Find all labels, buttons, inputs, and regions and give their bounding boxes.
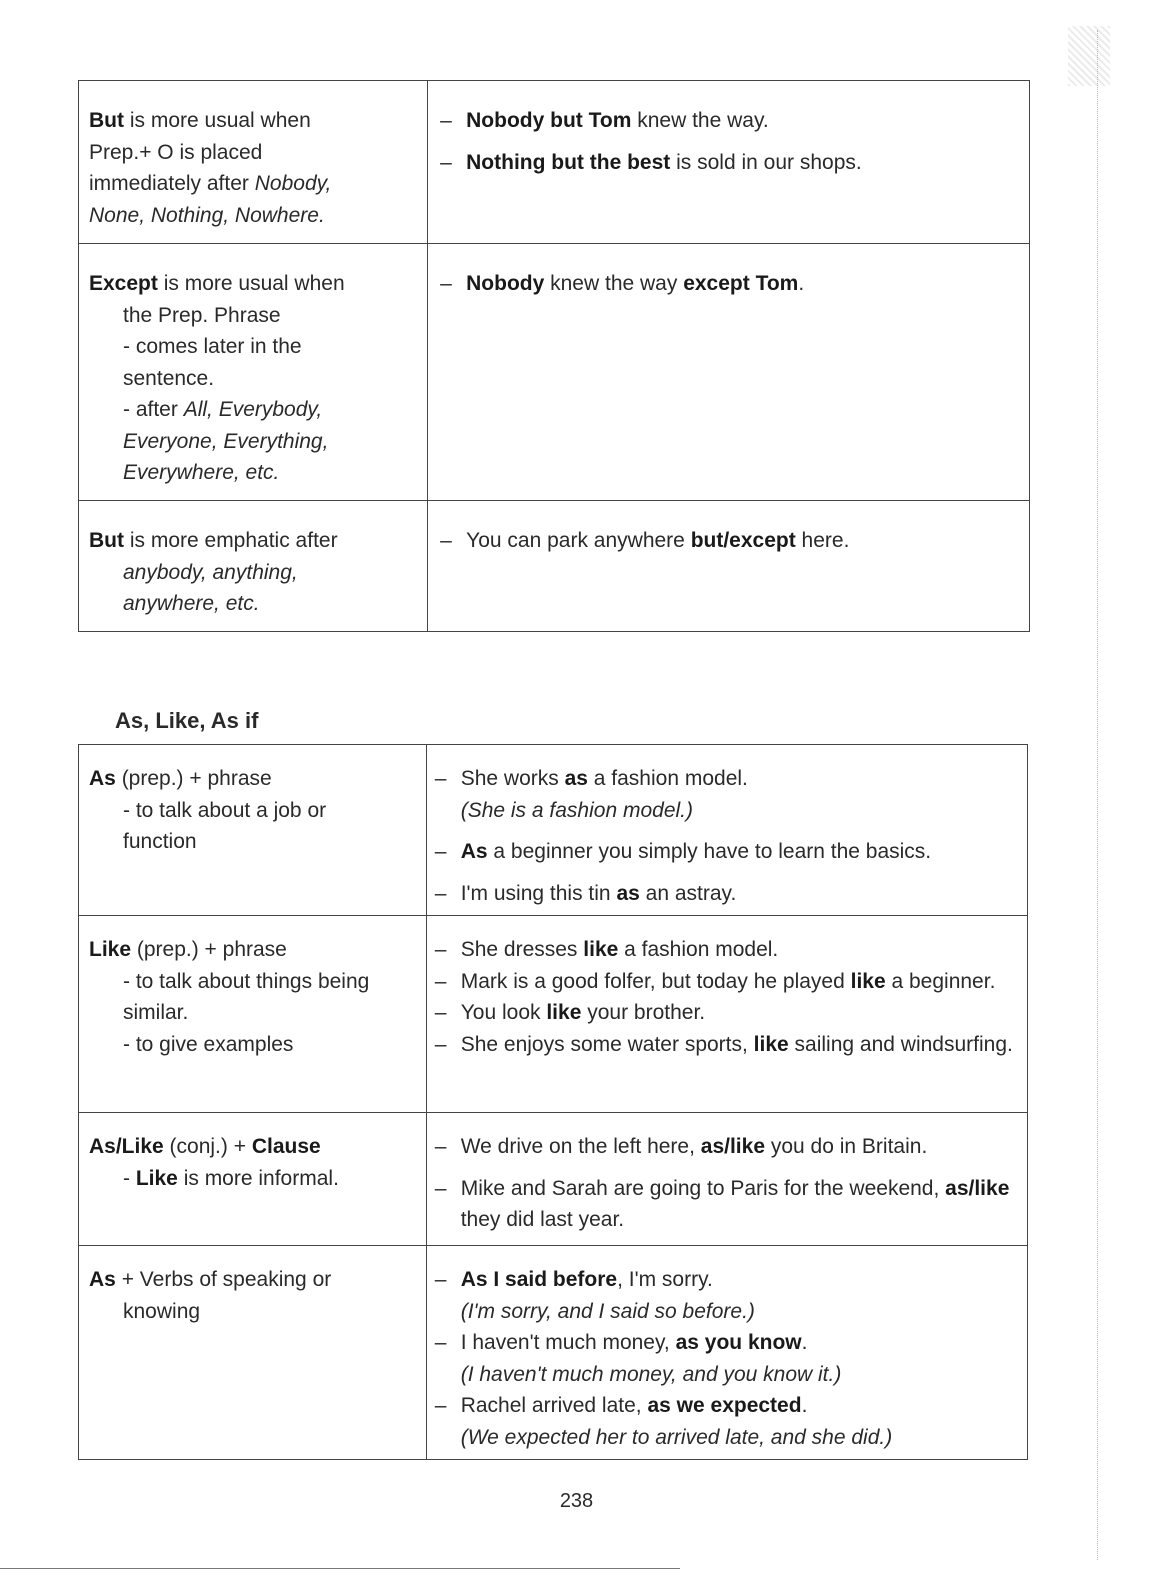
- example-text: you do in Britain.: [765, 1135, 928, 1158]
- dash: –: [434, 1001, 447, 1024]
- dash: –: [434, 1032, 447, 1056]
- rule-keyword: As: [89, 1268, 116, 1291]
- example-line: [440, 268, 1021, 300]
- dash: –: [434, 840, 447, 863]
- example-line: [440, 147, 1021, 179]
- example-line: [435, 763, 1019, 795]
- dash: –: [440, 529, 452, 552]
- table-row: [79, 1246, 1028, 1460]
- example-text: I'm using this tin: [460, 881, 617, 905]
- examples-cell: [426, 1246, 1027, 1460]
- table-row: [79, 244, 1030, 501]
- example-line: [435, 878, 1019, 910]
- rule-cell: [79, 244, 428, 501]
- example-text: We drive on the left here,: [460, 1135, 701, 1158]
- rule-italic: anywhere, etc.: [123, 592, 260, 615]
- as-like-table: [78, 744, 1028, 1460]
- example-line: [435, 997, 1019, 1029]
- page-edge: [1097, 30, 1108, 1560]
- rule-keyword: But: [89, 109, 124, 132]
- example-note: (I haven't much money, and you know it.): [460, 1362, 842, 1386]
- dash: –: [434, 1394, 447, 1417]
- rule-text: (prep.) + phrase: [115, 767, 272, 790]
- section-title: As, Like, As if: [115, 708, 259, 733]
- rule-text: - after: [123, 398, 184, 421]
- example-text: a beginner you simply have to learn the basics.: [487, 840, 932, 863]
- example-text: sailing and windsurfing.: [788, 1032, 1013, 1056]
- dash: –: [434, 1331, 447, 1354]
- example-text: your brother.: [581, 1001, 706, 1024]
- rule-cell: [79, 1113, 427, 1246]
- rule-italic: anybody, anything,: [123, 560, 298, 584]
- example-text: knew the way: [544, 272, 684, 295]
- example-line: [435, 1327, 1019, 1359]
- rule-italic: Everyone, Everything,: [123, 429, 329, 453]
- example-keyword: like: [753, 1032, 789, 1056]
- rule-keyword: Like: [135, 1166, 178, 1190]
- rule-text: knowing: [123, 1299, 201, 1323]
- examples-cell: [428, 81, 1030, 244]
- example-line: [435, 1264, 1019, 1296]
- rule-text: - to talk about a job or: [123, 798, 327, 822]
- examples-cell: [426, 1113, 1027, 1246]
- example-text: I haven't much money,: [460, 1331, 676, 1354]
- dash: –: [434, 1135, 447, 1158]
- rule-line: [89, 394, 419, 426]
- examples-cell: [428, 244, 1030, 501]
- example-keyword: as: [564, 767, 588, 790]
- example-keyword: but/except: [690, 529, 796, 552]
- example-line: [435, 1390, 1019, 1422]
- rule-text: sentence.: [123, 366, 215, 390]
- rule-italic: Nobody,: [254, 172, 332, 195]
- rule-italic: None, Nothing, Nowhere.: [89, 203, 325, 227]
- example-text: Rachel arrived late,: [460, 1394, 648, 1417]
- example-text: You look: [460, 1001, 547, 1024]
- rule-cell: [79, 1246, 427, 1460]
- rule-italic: All, Everybody,: [183, 398, 323, 421]
- table-row: [79, 745, 1028, 916]
- example-keyword: Nobody but Tom: [466, 109, 632, 132]
- rule-text: function: [123, 830, 197, 853]
- rule-text: (conj.) +: [163, 1135, 252, 1158]
- example-keyword: like: [546, 1001, 582, 1024]
- example-line: [435, 1131, 1019, 1163]
- rule-keyword: Clause: [251, 1135, 321, 1158]
- example-text: they did last year.: [460, 1208, 625, 1231]
- rule-cell: [79, 81, 428, 244]
- bottom-rule: [0, 1568, 680, 1569]
- rule-text: + Verbs of speaking or: [115, 1268, 332, 1291]
- table-row: [79, 916, 1028, 1113]
- rule-line: [89, 1163, 418, 1195]
- rule-text: - comes later in the: [123, 335, 302, 358]
- rule-text: (prep.) + phrase: [131, 938, 287, 961]
- example-line: [435, 1029, 1019, 1061]
- example-keyword: except Tom: [683, 272, 799, 295]
- example-text: , I'm sorry.: [617, 1268, 713, 1291]
- example-keyword: Nothing but the best: [466, 150, 671, 174]
- example-text: Mike and Sarah are going to Paris for the weekend,: [460, 1176, 946, 1200]
- example-note: (I'm sorry, and I said so before.): [460, 1299, 755, 1323]
- rule-keyword: As: [89, 767, 116, 790]
- example-line: [435, 934, 1019, 966]
- example-keyword: like: [850, 969, 886, 993]
- dash: –: [440, 150, 452, 174]
- rule-text: immediately after: [89, 172, 255, 195]
- example-text: .: [798, 272, 805, 295]
- example-text: a beginner.: [885, 969, 996, 993]
- table-row: [79, 81, 1030, 244]
- example-text: here.: [795, 529, 850, 552]
- example-text: She dresses: [460, 938, 584, 961]
- rule-cell: [79, 916, 427, 1113]
- rule-keyword: Except: [89, 272, 158, 295]
- example-line: [435, 1173, 1019, 1236]
- rule-text: - to talk about things being: [123, 969, 370, 993]
- example-keyword: as you know: [675, 1331, 802, 1354]
- dash: –: [434, 1268, 447, 1291]
- rule-text: similar.: [123, 1001, 189, 1024]
- example-line: [435, 836, 1019, 868]
- example-keyword: like: [583, 938, 619, 961]
- example-text: knew the way.: [631, 109, 769, 132]
- dash: –: [434, 969, 447, 993]
- rule-text: is more usual when: [124, 109, 311, 132]
- rule-text: is more usual when: [157, 272, 345, 295]
- example-keyword: As: [460, 840, 488, 863]
- example-keyword: as we expected: [647, 1394, 802, 1417]
- rule-cell: [79, 501, 428, 632]
- examples-cell: [428, 501, 1030, 632]
- example-text: a fashion model.: [618, 938, 779, 961]
- dash: –: [434, 1176, 447, 1200]
- example-note: (She is a fashion model.): [460, 798, 693, 822]
- example-text: .: [801, 1331, 808, 1354]
- example-text: an astray.: [639, 881, 737, 905]
- table-row: [79, 1113, 1028, 1246]
- rule-cell: [79, 745, 427, 916]
- dash: –: [434, 938, 447, 961]
- dash: –: [434, 881, 447, 905]
- example-line: [440, 105, 1021, 137]
- example-text: a fashion model.: [587, 767, 748, 790]
- rule-text: -: [123, 1166, 136, 1190]
- example-keyword: Nobody: [466, 272, 545, 295]
- table-row: [79, 501, 1030, 632]
- example-keyword: As I said before: [460, 1268, 618, 1291]
- examples-cell: [426, 916, 1027, 1113]
- example-text: Mark is a good folfer, but today he played: [460, 969, 851, 993]
- example-keyword: as/like: [700, 1135, 766, 1158]
- example-text: She works: [460, 767, 565, 790]
- example-note: (We expected her to arrived late, and she did.): [460, 1425, 893, 1449]
- example-text: is sold in our shops.: [670, 150, 862, 174]
- examples-cell: [426, 745, 1027, 916]
- rule-text: Prep.+ O is placed: [89, 140, 263, 164]
- example-text: .: [801, 1394, 808, 1417]
- example-keyword: as/like: [945, 1176, 1010, 1200]
- rule-italic: Everywhere, etc.: [123, 461, 280, 484]
- rule-keyword: Like: [89, 938, 132, 961]
- rule-keyword: As/Like: [89, 1135, 164, 1158]
- example-keyword: as: [616, 881, 640, 905]
- rule-keyword: But: [89, 529, 124, 552]
- but-except-table: [78, 80, 1030, 632]
- dash: –: [440, 109, 452, 132]
- rule-text: - to give examples: [123, 1032, 294, 1056]
- example-text: You can park anywhere: [466, 529, 691, 552]
- dash: –: [434, 767, 447, 790]
- rule-text: the Prep. Phrase: [123, 303, 281, 327]
- rule-text: is more emphatic after: [124, 529, 338, 552]
- example-text: She enjoys some water sports,: [460, 1032, 754, 1056]
- rule-text: is more informal.: [177, 1166, 339, 1190]
- example-line: [435, 966, 1019, 998]
- dash: –: [440, 272, 452, 295]
- page-number: 238: [559, 1490, 594, 1512]
- example-line: [440, 525, 1021, 557]
